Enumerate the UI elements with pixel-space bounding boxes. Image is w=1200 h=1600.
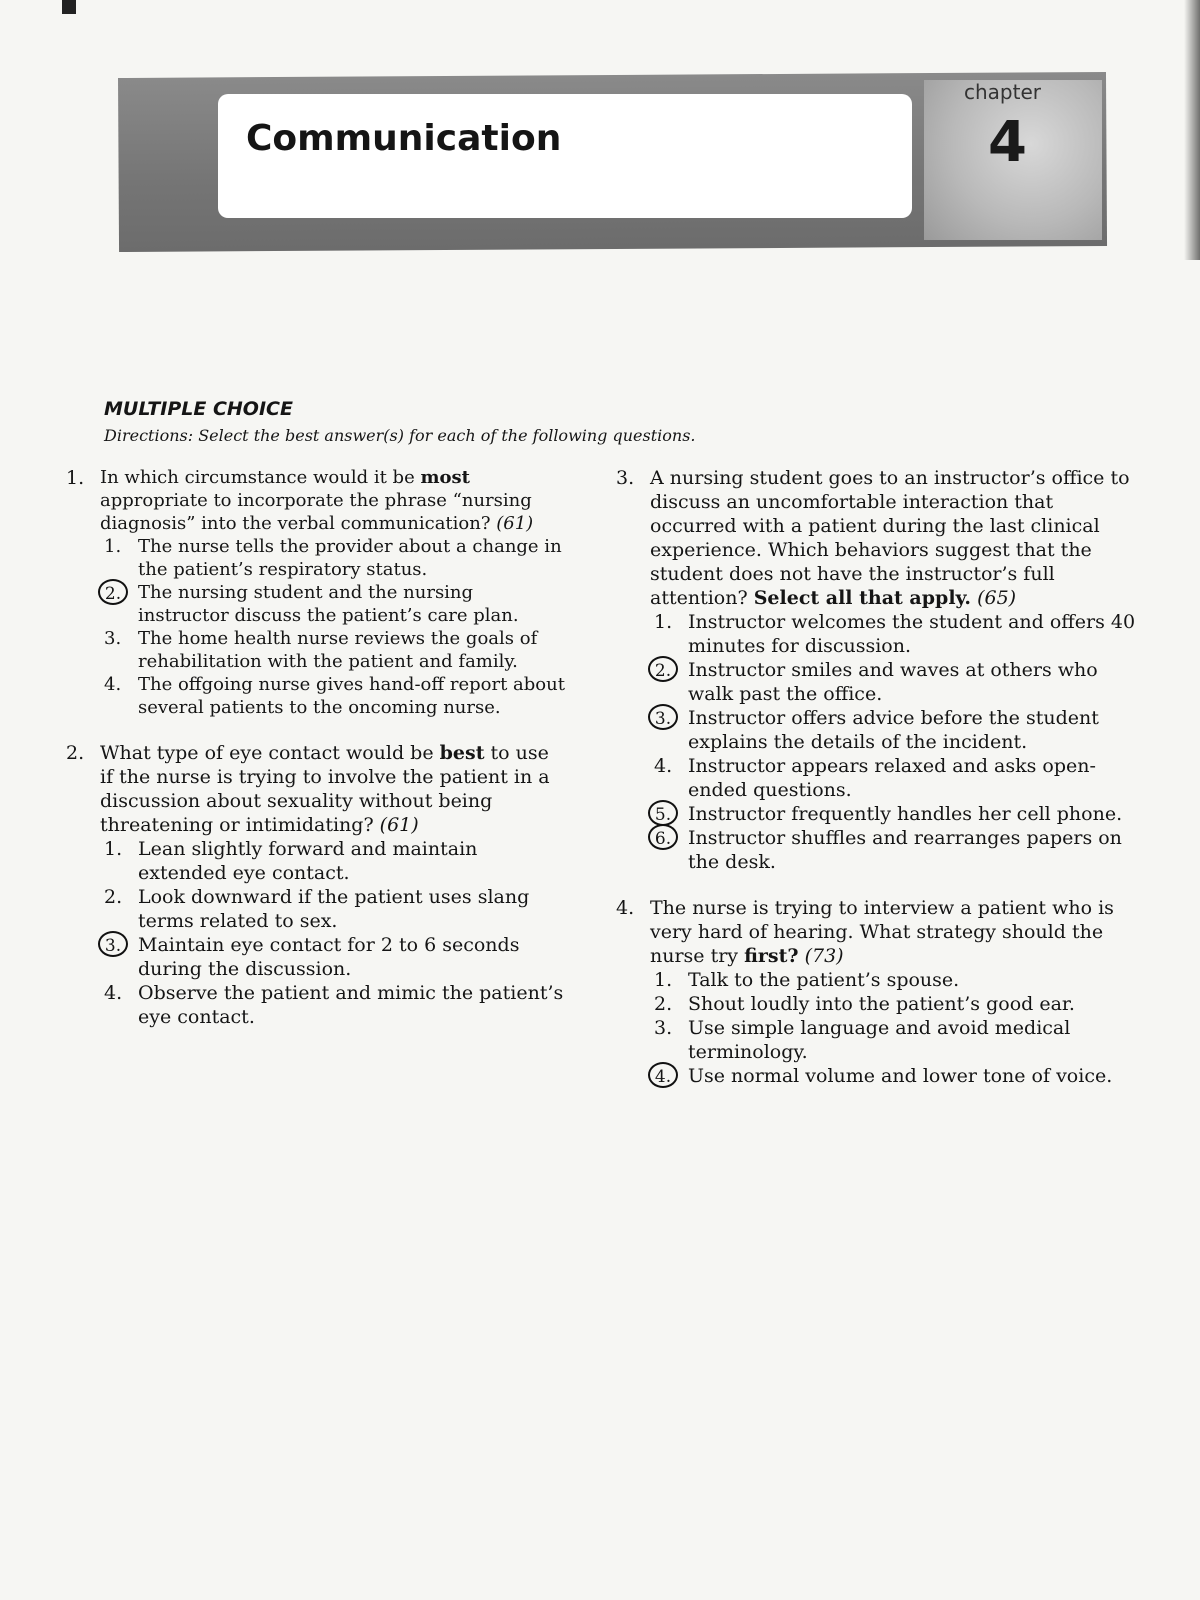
answer-option[interactable] [650, 1016, 1136, 1064]
circled-option-number: 4. [648, 1062, 678, 1088]
answer-options [650, 968, 1136, 1088]
circled-option-number: 2. [648, 656, 678, 682]
answer-options [100, 535, 566, 719]
option-number: 4. [104, 674, 122, 695]
option-text: Shout loudly into the patient’s good ear. [688, 993, 1075, 1015]
question-number: 3. [616, 467, 635, 489]
question-2 [66, 741, 566, 1029]
answer-option-circled[interactable] [650, 706, 1136, 754]
option-number: 4. [104, 982, 123, 1004]
circled-option-number: 6. [648, 824, 678, 850]
question-1 [66, 466, 566, 719]
option-number: 3. [104, 628, 122, 649]
answer-option[interactable] [650, 610, 1136, 658]
option-text: Instructor offers advice before the student explains the details of the incident. [688, 707, 1099, 753]
circled-option-number: 3. [98, 931, 128, 957]
right-column [616, 466, 1136, 1110]
answer-options [100, 837, 566, 1029]
answer-option-circled[interactable] [650, 658, 1136, 706]
option-text: Use simple language and avoid medical terminology. [688, 1017, 1071, 1063]
option-number: 1. [104, 536, 122, 557]
option-text: Lean slightly forward and maintain extended eye contact. [138, 838, 478, 884]
page-edge-shadow [1184, 0, 1200, 260]
answer-options [650, 610, 1136, 874]
question-number: 2. [66, 742, 85, 764]
circled-option-number: 3. [648, 704, 678, 730]
answer-option[interactable] [100, 673, 566, 719]
answer-option[interactable] [100, 981, 566, 1029]
circled-option-number: 5. [648, 800, 678, 826]
option-text: The nurse tells the provider about a change in the patient’s respiratory status. [138, 536, 562, 580]
answer-option-circled[interactable] [650, 1064, 1136, 1088]
option-text: Look downward if the patient uses slang terms related to sex. [138, 886, 530, 932]
answer-option[interactable] [100, 837, 566, 885]
chapter-number: 4 [988, 110, 1027, 175]
chapter-title: Communication [246, 118, 562, 159]
option-number: 2. [104, 886, 123, 908]
circled-option-number: 2. [98, 579, 128, 605]
option-text: Talk to the patient’s spouse. [688, 969, 960, 991]
option-text: The offgoing nurse gives hand-off report about several patients to the oncoming nurse. [138, 674, 565, 718]
question-3 [616, 466, 1136, 874]
option-text: Instructor shuffles and rearranges papers on the desk. [688, 827, 1122, 873]
answer-option[interactable] [100, 627, 566, 673]
question-text: A nursing student goes to an instructor’s office to discuss an uncomfortable interaction that occurred with a patient during the last clinical experience. Which behaviors suggest that the student does not have the instructor’s full attention? Select all that apply. (65) [650, 467, 1130, 609]
chapter-label: chapter [964, 80, 1041, 104]
question-text: What type of eye contact would be best to use if the nurse is trying to involve the patient in a discussion about sexuality without being threatening or intimidating? (61) [100, 742, 550, 836]
question-number: 1. [66, 467, 85, 489]
option-text: Instructor smiles and waves at others who walk past the office. [688, 659, 1098, 705]
option-text: Observe the patient and mimic the patient’s eye contact. [138, 982, 564, 1028]
question-number: 4. [616, 897, 635, 919]
answer-option-circled[interactable] [650, 826, 1136, 874]
answer-option-circled[interactable] [100, 933, 566, 981]
question-4 [616, 896, 1136, 1088]
answer-option[interactable] [100, 535, 566, 581]
answer-option-circled[interactable] [650, 802, 1136, 826]
option-number: 2. [654, 993, 673, 1015]
section-title: MULTIPLE CHOICE [104, 398, 293, 420]
directions: Directions: Select the best answer(s) for each of the following questions. [104, 426, 696, 445]
option-text: Maintain eye contact for 2 to 6 seconds during the discussion. [138, 934, 520, 980]
answer-option-circled[interactable] [100, 581, 566, 627]
answer-option[interactable] [650, 754, 1136, 802]
scan-corner-mark [62, 0, 76, 14]
question-text: In which circumstance would it be most appropriate to incorporate the phrase “nursing diagnosis” into the verbal communication? (61) [100, 467, 534, 534]
option-text: Instructor appears relaxed and asks open-ended questions. [688, 755, 1096, 801]
option-text: Instructor welcomes the student and offers 40 minutes for discussion. [688, 611, 1136, 657]
left-column [66, 466, 566, 1051]
option-number: 1. [654, 611, 673, 633]
answer-option[interactable] [650, 968, 1136, 992]
question-text: The nurse is trying to interview a patient who is very hard of hearing. What strategy should the nurse try first? (73) [650, 897, 1114, 967]
option-text: Instructor frequently handles her cell phone. [688, 803, 1123, 825]
option-text: The home health nurse reviews the goals of rehabilitation with the patient and family. [138, 628, 538, 672]
option-text: Use normal volume and lower tone of voice. [688, 1065, 1113, 1087]
option-number: 4. [654, 755, 673, 777]
option-text: The nursing student and the nursing instructor discuss the patient’s care plan. [138, 582, 519, 626]
option-number: 1. [104, 838, 123, 860]
option-number: 1. [654, 969, 673, 991]
option-number: 3. [654, 1017, 673, 1039]
answer-option[interactable] [100, 885, 566, 933]
answer-option[interactable] [650, 992, 1136, 1016]
